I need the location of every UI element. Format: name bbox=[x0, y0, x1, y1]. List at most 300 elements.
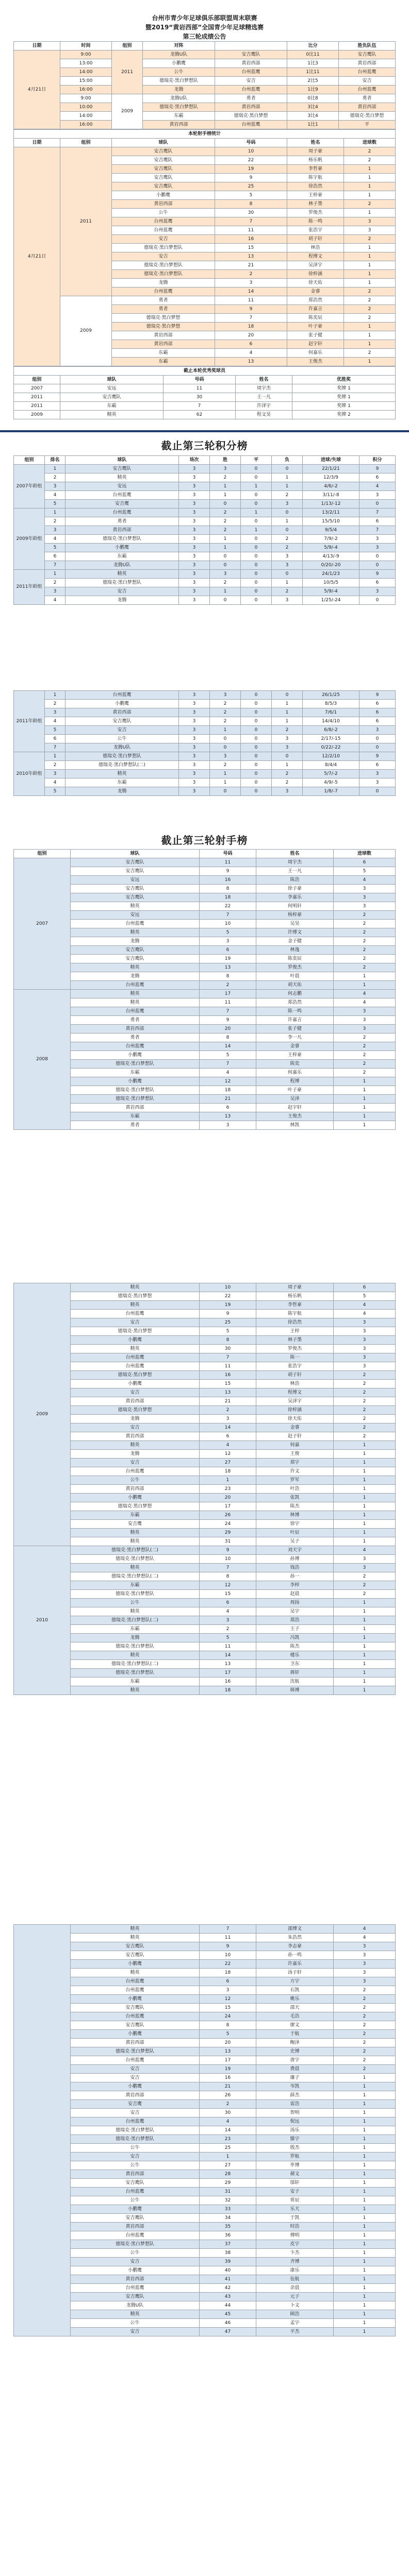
player-name: 何明轩 bbox=[256, 902, 334, 911]
number-cell: 38 bbox=[200, 2249, 256, 2258]
team-cell: 精英 bbox=[71, 928, 200, 937]
group-cell: 2009 bbox=[60, 296, 112, 366]
team-cell: 安吉鹰队 bbox=[71, 2293, 200, 2301]
table-row bbox=[14, 1467, 396, 1476]
age-group-cell: 2010 bbox=[14, 1546, 71, 1695]
number-cell: 16 bbox=[200, 1677, 256, 1686]
number-cell: 16 bbox=[200, 1371, 256, 1380]
table-row bbox=[14, 1423, 396, 1432]
table-row bbox=[14, 1415, 396, 1423]
player-name: 张子健 bbox=[256, 1025, 334, 1033]
table-row bbox=[14, 130, 396, 139]
draw-cell: 0 bbox=[241, 596, 272, 605]
loss-cell: 2 bbox=[272, 770, 303, 778]
goals-cell: 7/6/1 bbox=[303, 708, 359, 717]
player-name: 徐梓涵 bbox=[256, 1406, 334, 1415]
table-row bbox=[14, 2021, 396, 2030]
draw-cell: 1 bbox=[241, 526, 272, 535]
goals-cell: 2 bbox=[334, 1033, 396, 1042]
team-cell: 小鹏鹰 bbox=[112, 191, 215, 200]
loss-cell: 1 bbox=[272, 761, 303, 770]
section-subtitle: 截止本轮优秀奖球员 bbox=[14, 367, 396, 376]
player-name: 皮宇 bbox=[256, 2240, 334, 2249]
number-cell: 6 bbox=[215, 340, 287, 349]
goals-cell: 2 bbox=[344, 287, 396, 296]
goals-cell: 1 bbox=[334, 1441, 396, 1450]
rank-cell: 2 bbox=[45, 761, 66, 770]
table-row bbox=[14, 1977, 396, 1986]
team-cell: 东霸 bbox=[66, 778, 179, 787]
number-cell: 31 bbox=[200, 2188, 256, 2196]
team-cell: 公牛 bbox=[71, 2144, 200, 2153]
table-row bbox=[14, 708, 396, 717]
player-name: 叶浩 bbox=[256, 1485, 334, 1494]
team-cell: 精英 bbox=[71, 1607, 200, 1616]
team-cell: 安吉鹰队 bbox=[66, 465, 179, 473]
goals-cell: 1 bbox=[344, 174, 396, 182]
top-scorers-section bbox=[0, 832, 409, 1130]
win-cell: 0 bbox=[210, 500, 241, 509]
player-name: 周宇杰 bbox=[236, 384, 292, 393]
table-row bbox=[14, 1986, 396, 1995]
goals-cell: 1 bbox=[334, 2196, 396, 2205]
goals-cell: 3 bbox=[334, 885, 396, 893]
table-row bbox=[14, 726, 396, 735]
column-header: 球队 bbox=[66, 456, 179, 465]
number-cell: 45 bbox=[200, 2310, 256, 2319]
player-name: 滕宇 bbox=[256, 2135, 334, 2144]
number-cell: 4 bbox=[200, 2117, 256, 2126]
draw-cell: 0 bbox=[241, 726, 272, 735]
table-row bbox=[14, 2144, 396, 2153]
standings-table-2 bbox=[13, 690, 396, 796]
goals-cell: 2 bbox=[334, 2004, 396, 2012]
number-cell: 9 bbox=[215, 305, 287, 314]
goals-cell: 3 bbox=[334, 1025, 396, 1033]
points-cell: 9 bbox=[359, 691, 396, 700]
goals-cell: 13/2/11 bbox=[303, 509, 359, 517]
table-row bbox=[14, 1371, 396, 1380]
team-cell: 德瑞克·黑白梦想队(二) bbox=[66, 761, 179, 770]
away-team: 勇者 bbox=[215, 94, 287, 103]
goals-cell: 3 bbox=[334, 1555, 396, 1564]
table-row bbox=[14, 2065, 396, 2074]
away-team: 台州蓝鹰 bbox=[215, 121, 287, 129]
number-cell: 7 bbox=[200, 1564, 256, 1572]
win-cell: 2 bbox=[210, 579, 241, 587]
number-cell: 14 bbox=[200, 1423, 256, 1432]
player-name: 齐博 bbox=[256, 2258, 334, 2266]
table-row bbox=[14, 787, 396, 796]
goals-cell: 1 bbox=[334, 2074, 396, 2082]
played-cell: 3 bbox=[179, 708, 210, 717]
number-cell: 5 bbox=[215, 191, 287, 200]
rank-cell: 3 bbox=[45, 587, 66, 596]
goals-cell: 1 bbox=[334, 1476, 396, 1485]
table-row bbox=[14, 465, 396, 473]
team-cell: 黄岩西部 bbox=[71, 2039, 200, 2047]
home-team: 黄岩西部 bbox=[143, 121, 215, 129]
table-row bbox=[14, 972, 396, 981]
player-name: 陈一鸣 bbox=[287, 217, 344, 226]
goals-cell: 2 bbox=[334, 1060, 396, 1069]
player-name: 平杰 bbox=[256, 2328, 334, 2336]
number-cell: 5 bbox=[200, 1327, 256, 1336]
goals-cell: 3 bbox=[334, 1362, 396, 1371]
played-cell: 3 bbox=[179, 482, 210, 491]
home-team: 德瑞克·黑白梦想队 bbox=[143, 77, 215, 86]
rank-cell: 4 bbox=[45, 778, 66, 787]
column-header: 进球数 bbox=[334, 850, 396, 858]
table-row bbox=[14, 367, 396, 376]
page-1 bbox=[0, 13, 409, 419]
goals-cell: 1 bbox=[344, 261, 396, 270]
number-cell: 13 bbox=[200, 2047, 256, 2056]
goals-cell: 1 bbox=[334, 1529, 396, 1537]
award-cell: 奖牌 1 bbox=[292, 402, 396, 411]
player-name: 徐浩然 bbox=[287, 182, 344, 191]
team-cell: 台州蓝鹰 bbox=[112, 217, 215, 226]
rank-cell: 4 bbox=[45, 535, 66, 544]
team-cell: 台州蓝鹰 bbox=[66, 509, 179, 517]
goals-cell: 2 bbox=[334, 2039, 396, 2047]
team-cell: 安吉鹰队 bbox=[71, 2179, 200, 2188]
player-name: 赵宇轩 bbox=[287, 340, 344, 349]
team-cell: 小鹏鹰 bbox=[71, 1077, 200, 1086]
header-line-1: 台州市青少年足球俱乐部联盟周末联赛 bbox=[152, 14, 257, 22]
played-cell: 3 bbox=[179, 691, 210, 700]
player-name: 汤乐 bbox=[256, 2126, 334, 2135]
goals-cell: 4 bbox=[334, 876, 396, 885]
goals-cell: 2 bbox=[344, 349, 396, 358]
player-name: 金睿 bbox=[287, 287, 344, 296]
player-name: 陈杰 bbox=[256, 1642, 334, 1651]
player-name: 罗俊杰 bbox=[256, 1345, 334, 1353]
team-cell: 公牛 bbox=[66, 735, 179, 743]
top-scorers-title: 截止第三轮射手榜 bbox=[161, 834, 248, 846]
player-name: 赵子轩 bbox=[256, 1432, 334, 1441]
played-cell: 3 bbox=[179, 787, 210, 796]
column-header: 日期 bbox=[14, 139, 60, 147]
goals-cell: 22/1/21 bbox=[303, 465, 359, 473]
number-cell: 8 bbox=[200, 1033, 256, 1042]
goals-cell: 2 bbox=[334, 1371, 396, 1380]
best-players-table bbox=[13, 366, 396, 419]
goals-cell: 1 bbox=[334, 1634, 396, 1642]
table-row bbox=[14, 1581, 396, 1590]
table-row bbox=[14, 1033, 396, 1042]
table-row bbox=[14, 517, 396, 526]
team-cell: 黄岩西部 bbox=[71, 1397, 200, 1406]
player-name: 杨梓豪 bbox=[256, 911, 334, 920]
winner-cell: 安吉 bbox=[339, 77, 396, 86]
table-row bbox=[14, 2240, 396, 2249]
team-cell: 精英 bbox=[71, 1537, 200, 1546]
player-name: 郑浩然 bbox=[287, 296, 344, 305]
award-cell: 奖牌 1 bbox=[292, 393, 396, 402]
goals-cell: 3 bbox=[334, 1960, 396, 1969]
team-cell: 台州蓝鹰 bbox=[71, 1986, 200, 1995]
group-cell: 2011 bbox=[112, 50, 143, 94]
win-cell: 1 bbox=[210, 491, 241, 500]
header-line-3: 第三轮成绩公告 bbox=[183, 33, 226, 40]
team-cell: 安吉 bbox=[71, 1459, 200, 1467]
player-name: 王梓豪 bbox=[287, 191, 344, 200]
goals-cell: 2 bbox=[334, 937, 396, 946]
player-name: 吴泽宇 bbox=[256, 1397, 334, 1406]
table-row bbox=[14, 717, 396, 726]
team-cell: 安吉 bbox=[112, 235, 215, 244]
points-cell: 0 bbox=[359, 735, 396, 743]
table-row bbox=[14, 579, 396, 587]
team-cell: 龙腾 bbox=[112, 279, 215, 287]
number-cell: 11 bbox=[200, 1642, 256, 1651]
winner-cell: 勇者 bbox=[339, 94, 396, 103]
number-cell: 11 bbox=[200, 1934, 256, 1942]
player-name: 陈奕辰 bbox=[256, 955, 334, 963]
age-group-cell: 2009 bbox=[14, 1283, 71, 1546]
loss-cell: 1 bbox=[272, 717, 303, 726]
goals-cell: 1 bbox=[334, 1121, 396, 1130]
player-name: 于航 bbox=[256, 2030, 334, 2039]
team-cell: 东霸 bbox=[112, 349, 215, 358]
number-cell: 20 bbox=[215, 331, 287, 340]
table-row bbox=[14, 1485, 396, 1494]
goals-cell: 5 bbox=[334, 1292, 396, 1301]
age-group-cell: 2009年龄组 bbox=[14, 509, 45, 570]
number-cell: 11 bbox=[163, 384, 236, 393]
group-cell: 2011 bbox=[14, 402, 60, 411]
number-cell: 18 bbox=[200, 1686, 256, 1695]
table-row bbox=[14, 2319, 396, 2328]
table-row bbox=[14, 59, 396, 68]
goals-cell: 1 bbox=[334, 2301, 396, 2310]
goals-cell: 1 bbox=[334, 1450, 396, 1459]
player-name: 何嘉 bbox=[256, 1441, 334, 1450]
goals-cell: 1 bbox=[334, 2266, 396, 2275]
goals-cell: 1 bbox=[334, 2293, 396, 2301]
table-row bbox=[14, 2258, 396, 2266]
number-cell: 3 bbox=[200, 937, 256, 946]
player-name: 王子 bbox=[256, 1625, 334, 1634]
goals-cell: 2 bbox=[334, 1406, 396, 1415]
player-name: 李嘉乐 bbox=[256, 893, 334, 902]
team-cell: 精英 bbox=[71, 2310, 200, 2319]
team-cell: 小鹏鹰 bbox=[71, 1380, 200, 1388]
played-cell: 3 bbox=[179, 500, 210, 509]
player-name: 叶晨 bbox=[256, 972, 334, 981]
rank-cell: 5 bbox=[45, 500, 66, 509]
goals-cell: 1 bbox=[344, 191, 396, 200]
table-row bbox=[14, 491, 396, 500]
team-cell: 精英 bbox=[71, 1441, 200, 1450]
goals-cell: 5/9/-4 bbox=[303, 587, 359, 596]
number-cell: 22 bbox=[215, 156, 287, 165]
team-cell: 安吉鹰队 bbox=[112, 147, 215, 156]
goals-cell: 1 bbox=[344, 252, 396, 261]
player-name: 邬轩 bbox=[256, 2179, 334, 2188]
table-row bbox=[14, 2310, 396, 2319]
number-cell: 4 bbox=[200, 1441, 256, 1450]
column-header: 胜负队伍 bbox=[339, 42, 396, 50]
player-name: 叶辰 bbox=[256, 1529, 334, 1537]
player-name: 陈宇航 bbox=[256, 1310, 334, 1318]
team-cell: 安吉鹰队 bbox=[112, 182, 215, 191]
goals-cell: 2 bbox=[334, 955, 396, 963]
player-name: 胡子轩 bbox=[256, 1371, 334, 1380]
number-cell: 12 bbox=[200, 1077, 256, 1086]
top-scorers-page-2 bbox=[0, 1283, 409, 1695]
player-name: 许嘉言 bbox=[287, 305, 344, 314]
team-cell: 东霸 bbox=[71, 1112, 200, 1121]
team-cell: 小鹏鹰 bbox=[71, 2030, 200, 2039]
played-cell: 3 bbox=[179, 491, 210, 500]
player-name: 楼乐 bbox=[256, 1651, 334, 1660]
table-row bbox=[14, 700, 396, 708]
away-team: 安吉 bbox=[215, 77, 287, 86]
player-name: 元子 bbox=[256, 2293, 334, 2301]
column-header: 姓名 bbox=[287, 139, 344, 147]
goals-cell: 1 bbox=[334, 2214, 396, 2223]
number-cell: 11 bbox=[215, 296, 287, 305]
number-cell: 7 bbox=[200, 1925, 256, 1934]
number-cell: 19 bbox=[215, 165, 287, 174]
number-cell: 29 bbox=[200, 2179, 256, 2188]
player-name: 吴泽宇 bbox=[287, 261, 344, 270]
table-row bbox=[14, 587, 396, 596]
number-cell: 9 bbox=[200, 1016, 256, 1025]
goals-cell: 3 bbox=[334, 1353, 396, 1362]
goals-cell: 2 bbox=[334, 963, 396, 972]
team-cell: 精英 bbox=[60, 411, 163, 419]
team-cell: 小鹏鹰 bbox=[71, 2205, 200, 2214]
team-cell: 黄岩西部 bbox=[71, 1432, 200, 1441]
number-cell: 2 bbox=[200, 1625, 256, 1634]
draw-cell: 0 bbox=[241, 465, 272, 473]
number-cell: 15 bbox=[200, 2004, 256, 2012]
table-row bbox=[14, 937, 396, 946]
table-row bbox=[14, 482, 396, 491]
team-cell: 龙腾 bbox=[66, 596, 179, 605]
table-row bbox=[14, 1520, 396, 1529]
goals-cell: 1 bbox=[344, 358, 396, 366]
player-name: 雷浩 bbox=[256, 2100, 334, 2109]
win-cell: 1 bbox=[210, 778, 241, 787]
loss-cell: 1 bbox=[272, 579, 303, 587]
goals-cell: 1 bbox=[334, 981, 396, 990]
team-cell: 台州蓝鹰 bbox=[71, 1042, 200, 1051]
team-cell: 公牛 bbox=[71, 1599, 200, 1607]
rank-cell: 7 bbox=[45, 743, 66, 752]
goals-cell: 1 bbox=[344, 209, 396, 217]
loss-cell: 2 bbox=[272, 491, 303, 500]
win-cell: 0 bbox=[210, 596, 241, 605]
team-cell: 台州蓝鹰 bbox=[71, 981, 200, 990]
number-cell: 4 bbox=[200, 1607, 256, 1616]
goals-cell: 9/5/4 bbox=[303, 526, 359, 535]
number-cell: 2 bbox=[200, 2100, 256, 2109]
points-cell: 0 bbox=[359, 561, 396, 570]
goals-cell: 2 bbox=[334, 2065, 396, 2074]
points-cell: 3 bbox=[359, 587, 396, 596]
goals-cell: 2 bbox=[334, 1432, 396, 1441]
table-row bbox=[14, 1925, 396, 1934]
points-cell: 3 bbox=[359, 726, 396, 735]
team-cell: 精英 bbox=[71, 1686, 200, 1695]
points-cell: 9 bbox=[359, 570, 396, 579]
table-row bbox=[14, 1537, 396, 1546]
number-cell: 10 bbox=[200, 1951, 256, 1960]
number-cell: 8 bbox=[200, 1336, 256, 1345]
number-cell: 31 bbox=[200, 1537, 256, 1546]
team-cell: 公牛 bbox=[71, 2249, 200, 2258]
win-cell: 3 bbox=[210, 691, 241, 700]
column-header: 场次 bbox=[179, 456, 210, 465]
team-cell: 台州蓝鹰 bbox=[71, 2231, 200, 2240]
goals-cell: 1 bbox=[334, 1669, 396, 1677]
number-cell: 4 bbox=[200, 1069, 256, 1077]
player-name: 孙一鸣 bbox=[256, 1951, 334, 1960]
column-header: 对阵 bbox=[143, 42, 215, 50]
goals-cell: 1 bbox=[334, 2082, 396, 2091]
team-cell: 台州蓝鹰 bbox=[71, 1362, 200, 1371]
date-cell: 4月21日 bbox=[14, 50, 60, 129]
goals-cell: 2 bbox=[334, 1415, 396, 1423]
standings-table bbox=[13, 455, 396, 605]
player-name: 李哲豪 bbox=[287, 165, 344, 174]
number-cell: 21 bbox=[215, 261, 287, 270]
goals-cell: 1 bbox=[334, 1677, 396, 1686]
table-row bbox=[14, 1112, 396, 1121]
number-cell: 39 bbox=[200, 2258, 256, 2266]
goals-cell: 3 bbox=[334, 1007, 396, 1016]
player-name: 伍航 bbox=[256, 2275, 334, 2284]
team-cell: 龙腾U队 bbox=[71, 2301, 200, 2310]
table-row bbox=[14, 1318, 396, 1327]
table-row bbox=[14, 384, 396, 393]
table-row bbox=[14, 393, 396, 402]
goals-cell: 0/20/-20 bbox=[303, 561, 359, 570]
player-name: 卞杰 bbox=[256, 2249, 334, 2258]
draw-cell: 0 bbox=[241, 552, 272, 561]
number-cell: 17 bbox=[200, 990, 256, 998]
time-cell: 16:00 bbox=[60, 86, 112, 94]
loss-cell: 2 bbox=[272, 535, 303, 544]
team-cell: 精英 bbox=[71, 998, 200, 1007]
team-cell: 台州蓝鹰 bbox=[71, 1007, 200, 1016]
team-cell: 德瑞克·黑白梦想队 bbox=[112, 261, 215, 270]
number-cell: 21 bbox=[200, 1397, 256, 1406]
number-cell: 24 bbox=[200, 2012, 256, 2021]
number-cell: 2 bbox=[215, 270, 287, 279]
player-name: 张凯 bbox=[256, 1494, 334, 1502]
team-cell: 精英 bbox=[71, 1345, 200, 1353]
goals-cell: 2 bbox=[334, 2056, 396, 2065]
number-cell: 37 bbox=[200, 2240, 256, 2249]
player-name: 卫东 bbox=[256, 1660, 334, 1669]
player-name: 陈奕辰 bbox=[287, 314, 344, 323]
rank-cell: 1 bbox=[45, 691, 66, 700]
played-cell: 3 bbox=[179, 526, 210, 535]
player-name: 林凯 bbox=[256, 1121, 334, 1130]
table-row bbox=[14, 920, 396, 928]
table-row bbox=[14, 850, 396, 858]
team-cell: 安吉鹰队 bbox=[71, 893, 200, 902]
number-cell: 16 bbox=[200, 2074, 256, 2082]
section-subtitle: 本轮射手榜统计 bbox=[14, 130, 396, 139]
goals-cell: 2 bbox=[334, 1995, 396, 2004]
number-cell: 7 bbox=[200, 1007, 256, 1016]
